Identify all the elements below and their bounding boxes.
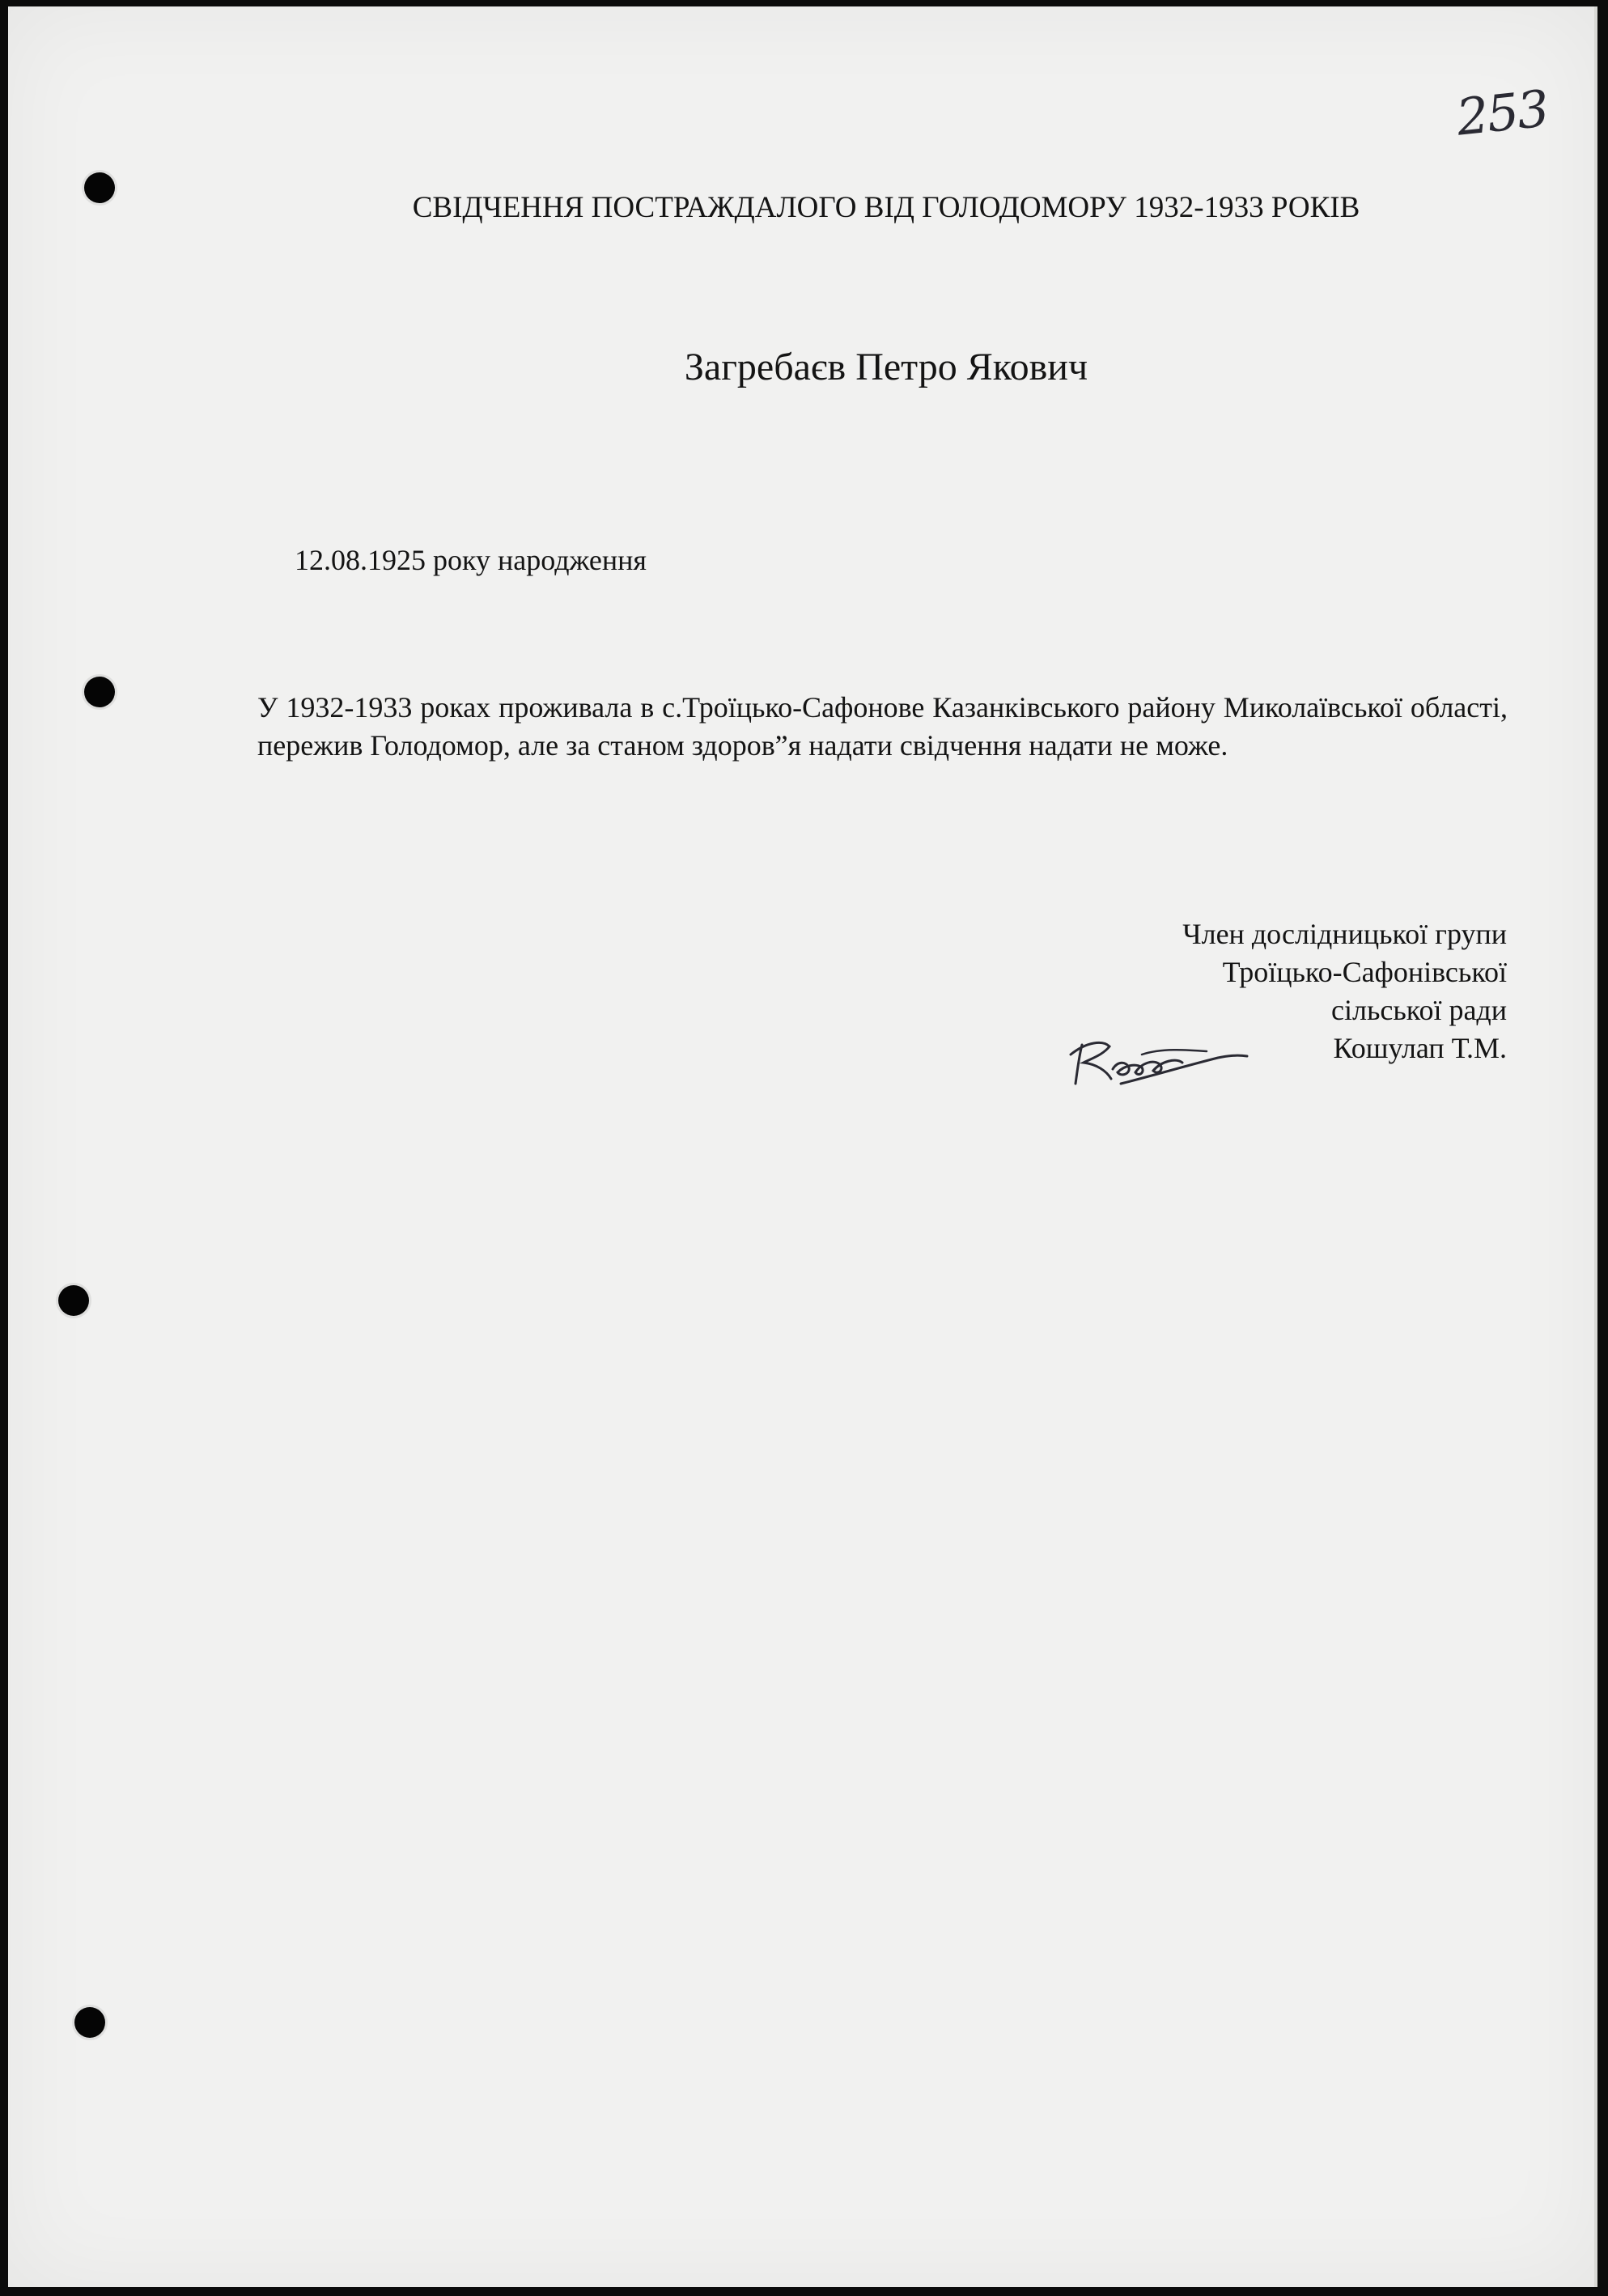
signer-organization: Троїцько-Сафонівської (1222, 956, 1507, 988)
document-title: СВІДЧЕННЯ ПОСТРАЖДАЛОГО ВІД ГОЛОДОМОРУ 1932-1933 РОКІВ (412, 191, 1360, 224)
signer-name: Кошулап Т.М. (1333, 1032, 1507, 1064)
punch-hole (74, 2007, 105, 2038)
signer-organization-type: сільської ради (1331, 994, 1507, 1026)
handwritten-page-number: 253 (1453, 79, 1551, 147)
handwritten-signature (1064, 1030, 1250, 1095)
testimony-body: У 1932-1933 роках проживала в с.Троїцько-Сафонове Казанківського району Миколаївської області, пережив Голодомор, але за станом здоров”я надати свідчення надати не може. (257, 691, 1508, 762)
signer-role: Член дослідницької групи (1182, 918, 1507, 950)
birth-date-line: 12.08.1925 року народження (295, 544, 647, 576)
person-name: Загребаєв Петро Якович (684, 346, 1088, 388)
document-page (8, 6, 1597, 2287)
punch-hole (58, 1285, 89, 1316)
punch-hole (84, 677, 115, 707)
